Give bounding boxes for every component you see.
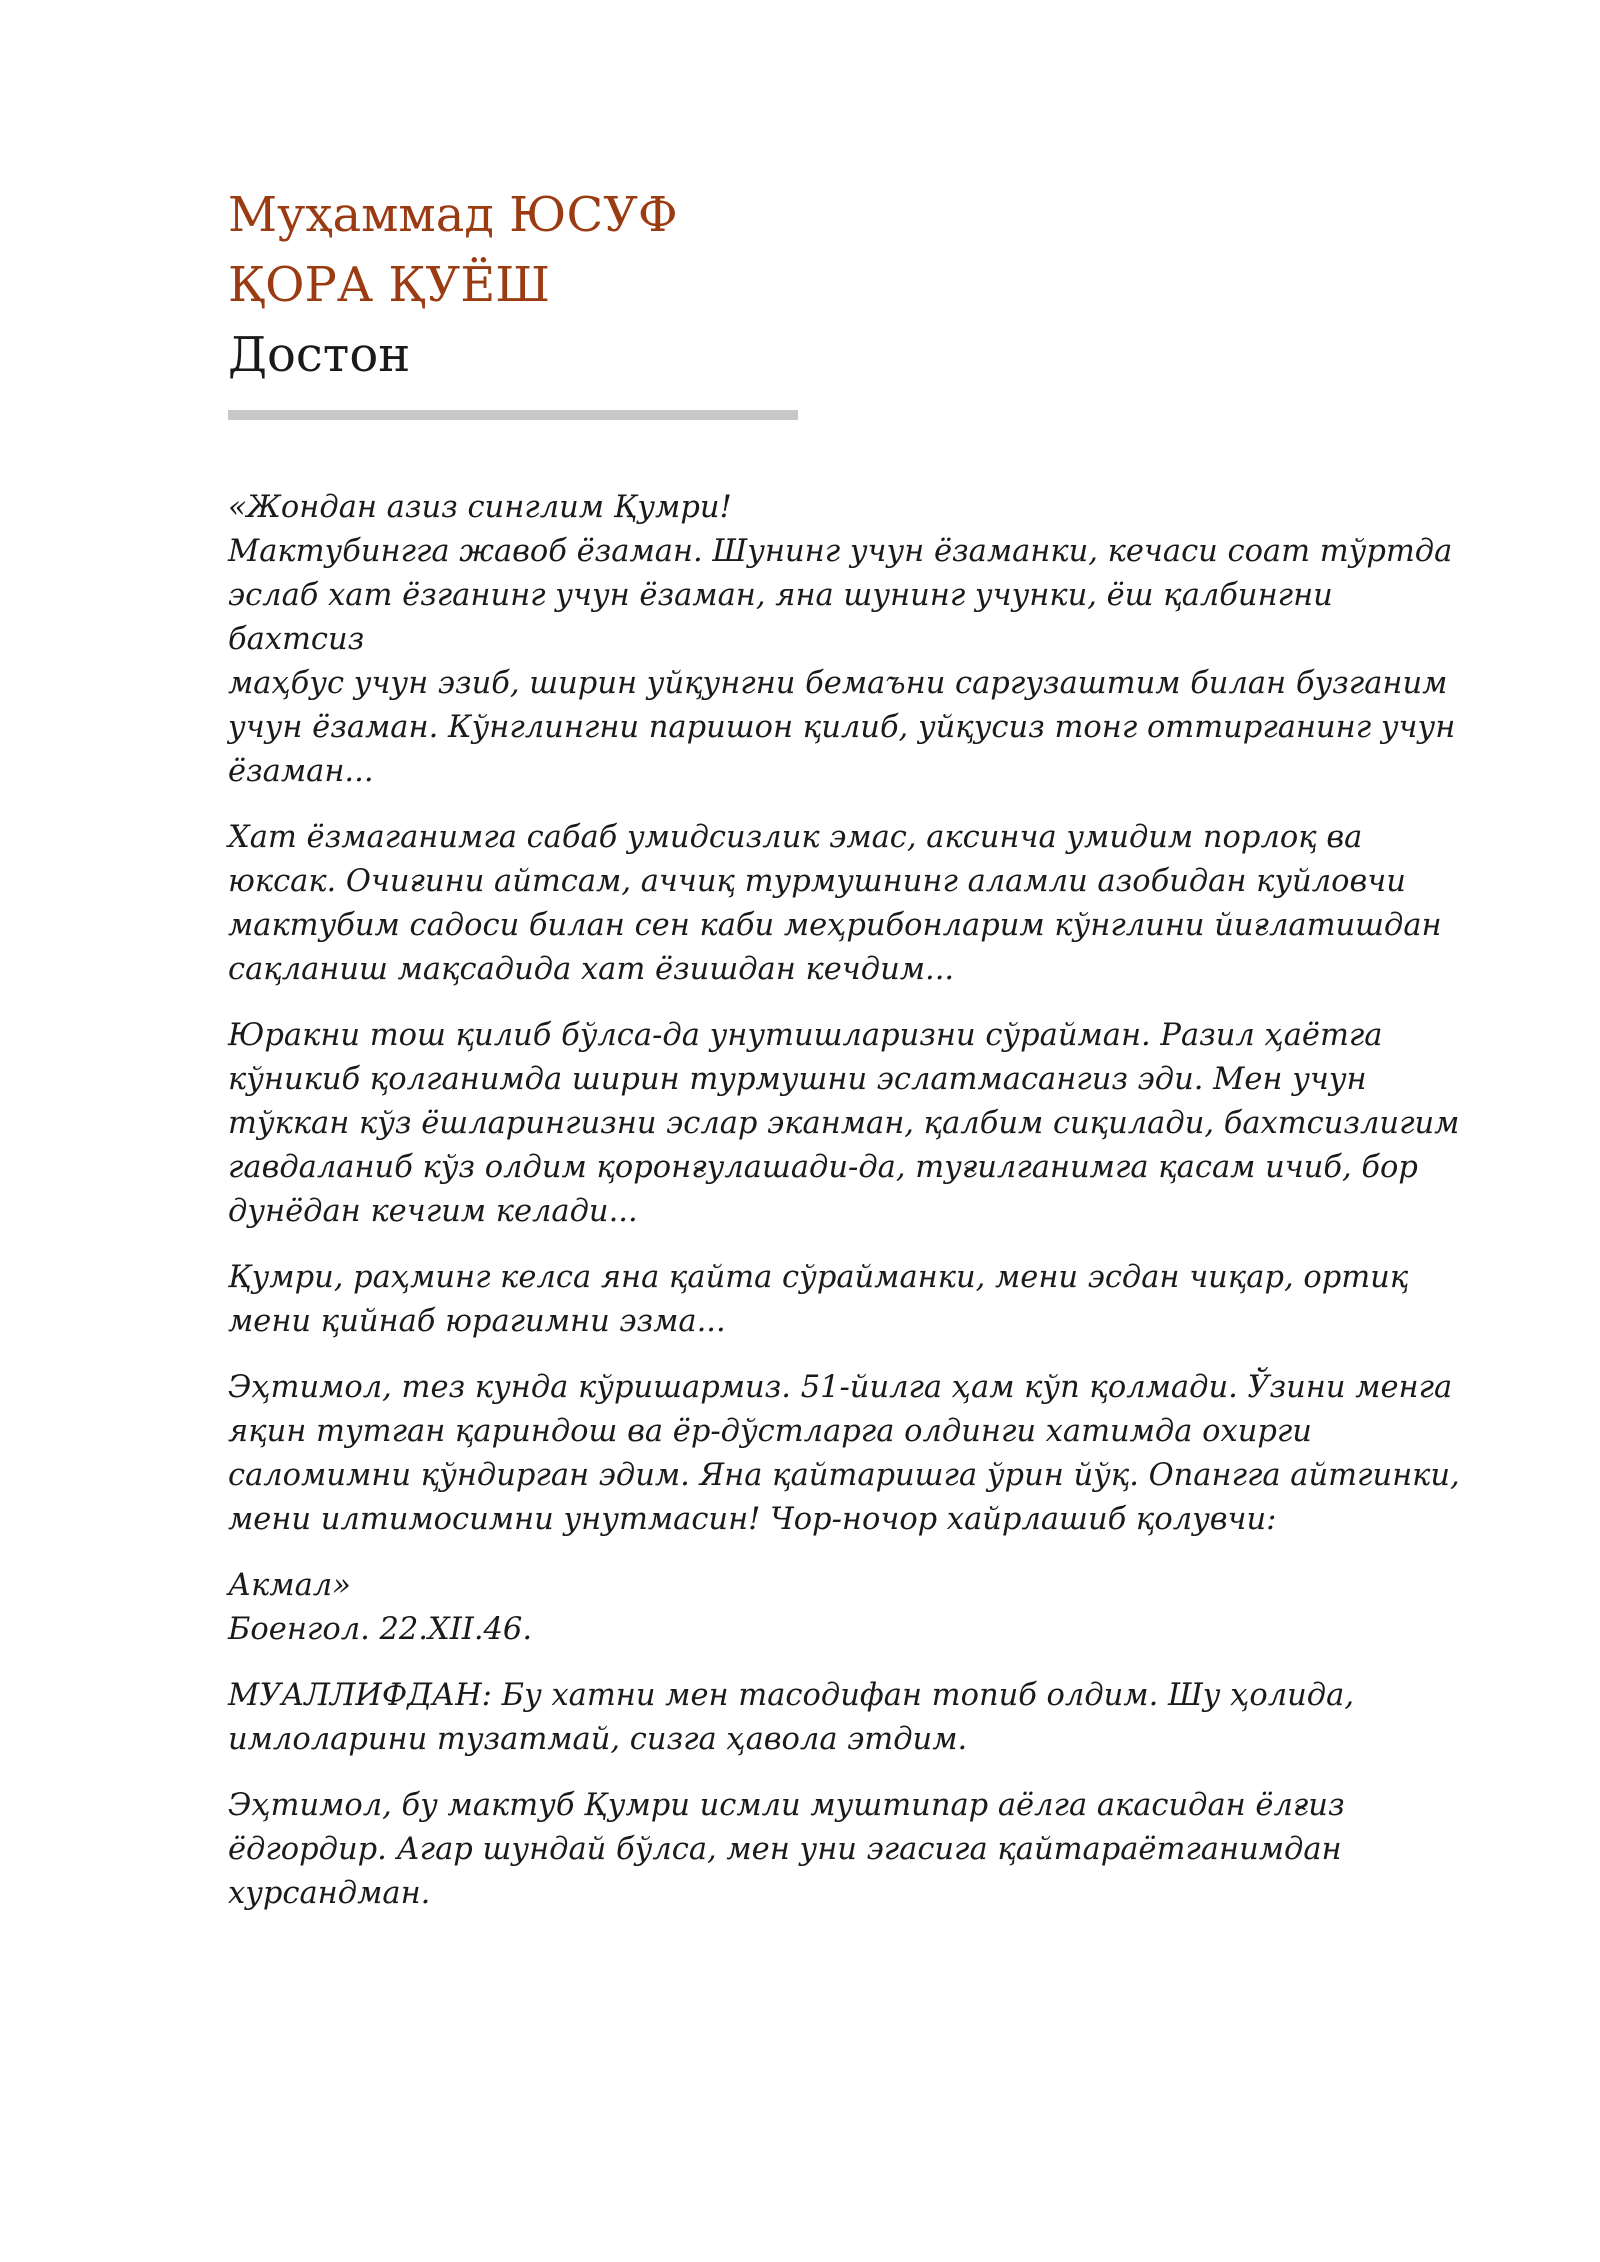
genre-label: Достон <box>228 327 411 383</box>
paragraph: Хат ёзмаганимга сабаб умидсизлик эмас, аксинча умидим порлоқ ва юксак. Очиғини айтсам, аччиқ турмушнинг аламли азобидан куйловчи мактубим садоси билан сен каби меҳрибонларим кўнглини йиғлатишдан сақланиш мақсадида хат ёзишдан кечдим... <box>228 820 1442 987</box>
signature-block: Акмал» Боенгол. 22.XII.46. <box>228 1568 533 1647</box>
book-title: ҚОРА ҚУЁШ <box>228 257 551 313</box>
paragraph: Қумри, раҳминг келса яна қайта сўрайманки, мени эсдан чиқар, ортиқ мени қийнаб юрагимни эзма... <box>228 1260 1409 1339</box>
paragraph: Эҳтимол, бу мактуб Қумри исмли муштипар аёлга акасидан ёлғиз ёдгордир. Агар шундай бўлса, мен уни эгасига қайтараётганимдан хурсандман. <box>228 1788 1345 1911</box>
paragraph: Юракни тош қилиб бўлса-да унутишларизни сўрайман. Разил ҳаётга кўникиб қолганимда ширин турмушни эслатмасангиз эди. Мен учун тўккан кўз ёшларингизни эслар эканман, қалбим сиқилади, бахтсизлигим гавдаланиб кўз олдим қоронғулашади-да, туғилганимга қасам ичиб, бор дунёдан кечгим келади... <box>228 1018 1460 1229</box>
author-name: Муҳаммад ЮСУФ <box>228 187 678 243</box>
paragraph-greeting: «Жондан азиз синглим Қумри! Мактубингга жавоб ёзаман. Шунинг учун ёзаманки, кечаси соат тўртда эслаб хат ёзганинг учун ёзаман, яна шунинг учунки, ёш қалбингни бахтсиз маҳбус учун эзиб, ширин уйқунгни бемаъни саргузаштим билан бузганим учун ёзаман. Кўнглингни паришон қилиб, уйқусиз тонг оттирганинг учун ёзаман... <box>228 490 1456 789</box>
letter-body <box>228 486 1478 1916</box>
author-note: МУАЛЛИФДАН: Бу хатни мен тасодифан топиб олдим. Шу ҳолида, имлоларини тузатмай, сизга ҳавола этдим. <box>228 1678 1355 1757</box>
paragraph: Эҳтимол, тез кунда кўришармиз. 51-йилга ҳам кўп қолмади. Ўзини менга яқин тутган қариндош ва ёр-дўстларга олдинги хатимда охирги саломимни қўндирган эдим. Яна қайтаришга ўрин йўқ. Опангга айтгинки, мени илтимосимни унутмасин! Чор-ночор хайрлашиб қолувчи: <box>228 1370 1460 1537</box>
document-page <box>228 180 1478 1938</box>
header-divider <box>228 410 798 420</box>
